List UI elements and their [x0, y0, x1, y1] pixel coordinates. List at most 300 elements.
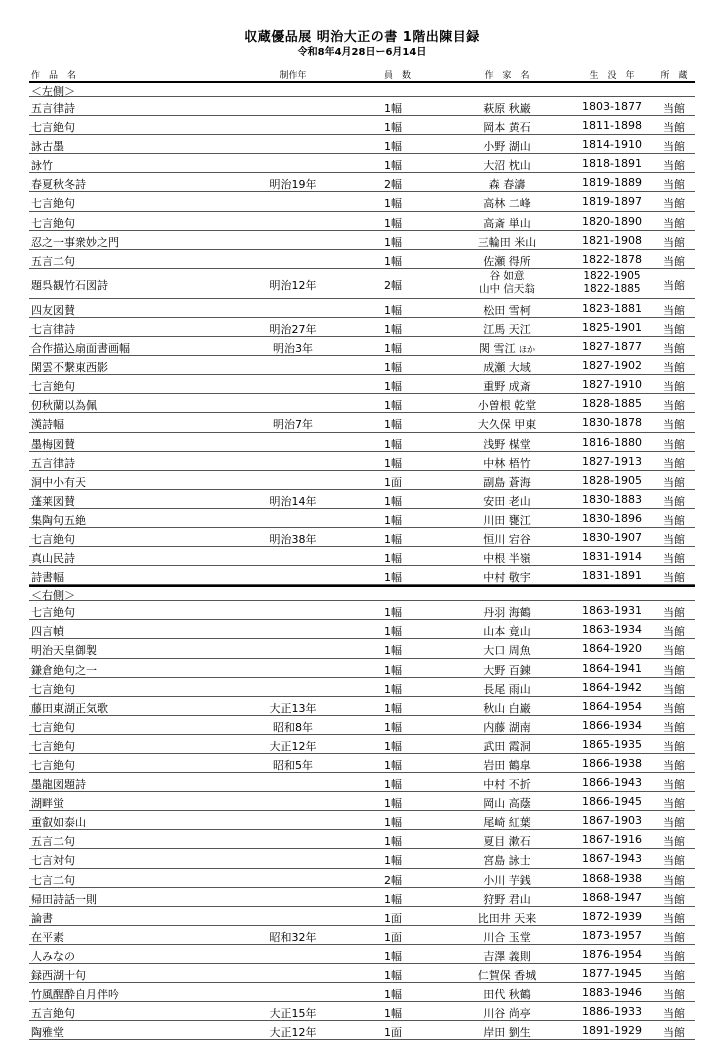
- life-years: 1867-1916: [582, 833, 642, 847]
- artist-name: 萩原 秋巌: [483, 102, 531, 115]
- life-years: 1864-1920: [582, 642, 642, 656]
- work-title: 陶雅堂: [31, 1026, 64, 1040]
- owner: 当館: [663, 322, 685, 336]
- artist-cell: [455, 321, 559, 337]
- table-row: [29, 154, 695, 173]
- table-row: [29, 773, 695, 792]
- life-years: 1863-1934: [582, 623, 642, 637]
- life-years: 1866-1945: [582, 795, 642, 809]
- quantity: 1面: [384, 930, 402, 944]
- table-body: [29, 83, 695, 1040]
- artist-cell: [455, 302, 559, 318]
- artist-name: 岡本 黄石: [483, 121, 531, 135]
- owner: 当館: [663, 399, 685, 413]
- quantity: 1幅: [384, 552, 402, 566]
- owner: 当館: [663, 456, 685, 470]
- table-row: [29, 433, 695, 452]
- production-year: 大正12年: [269, 739, 317, 753]
- header-artist: 作 家 名: [484, 71, 530, 81]
- table-row: [29, 830, 695, 849]
- owner: 当館: [663, 532, 685, 546]
- life-years: 1886-1933: [582, 1005, 642, 1019]
- quantity: 1幅: [384, 739, 402, 753]
- table-row: [29, 907, 695, 926]
- table-row: [29, 116, 695, 135]
- work-title: 五言律詩: [31, 102, 75, 115]
- table-row: [29, 888, 695, 907]
- life-years: 1830-1907: [582, 530, 642, 544]
- owner: 当館: [663, 625, 685, 639]
- artist-name: 江馬 天江: [483, 322, 531, 336]
- owner: 当館: [663, 216, 685, 230]
- life-years: 1828-1905: [582, 473, 642, 487]
- artist-cell: [455, 550, 559, 566]
- life-years: 1827-1877: [582, 340, 642, 354]
- production-year: 昭和32年: [269, 930, 317, 944]
- life-years: 1872-1939: [582, 909, 642, 923]
- work-title: 七言絶句: [31, 606, 75, 620]
- production-year: 明治14年: [269, 494, 317, 508]
- artist-name: 中村 敬宇: [483, 571, 531, 585]
- life-years: 1867-1903: [582, 814, 642, 828]
- table-row: [29, 356, 695, 375]
- work-title: 五言絶句: [31, 1007, 75, 1021]
- production-year: 大正12年: [269, 1026, 317, 1040]
- quantity: 1幅: [384, 303, 402, 317]
- owner: 当館: [663, 361, 685, 375]
- owner: 当館: [663, 701, 685, 715]
- work-title: 七言律詩: [31, 322, 75, 336]
- artist-name: 川田 甕江: [483, 513, 531, 527]
- life-years-value: 1822-1885: [583, 282, 641, 295]
- exhibition-period: 令和8年4月28日ー6月14日: [297, 47, 427, 58]
- quantity: 1幅: [384, 254, 402, 268]
- quantity: 1幅: [384, 342, 402, 356]
- header-quantity: 員 数: [384, 71, 412, 81]
- artist-cell: [455, 234, 559, 250]
- work-title: 合作描込扇面書画幅: [31, 342, 130, 356]
- quantity: 1幅: [384, 644, 402, 658]
- life-years: 1822-1878: [582, 252, 642, 266]
- quantity: 1面: [384, 911, 402, 925]
- artist-cell: [455, 416, 559, 432]
- quantity: 1面: [384, 475, 402, 489]
- quantity: 1幅: [384, 854, 402, 868]
- owner: 当館: [663, 140, 685, 154]
- life-years: 1867-1943: [582, 852, 642, 866]
- owner: 当館: [663, 873, 685, 887]
- table-row: [29, 250, 695, 269]
- life-years: 1818-1891: [582, 157, 642, 171]
- section-label: ＜右側＞: [31, 589, 75, 603]
- quantity: 1幅: [384, 663, 402, 677]
- table-row: [29, 926, 695, 945]
- artist-cell: [455, 681, 559, 697]
- section-header: [29, 83, 695, 97]
- owner: 当館: [663, 418, 685, 432]
- header-owner: 所 蔵: [660, 71, 688, 81]
- artist-name: 三輪田 米山: [477, 235, 537, 249]
- production-year: 明治19年: [269, 178, 317, 192]
- quantity: 1幅: [384, 456, 402, 470]
- work-title: 四言幀: [31, 625, 64, 639]
- life-years: 1865-1935: [582, 737, 642, 751]
- work-title: 題呉観竹石図詩: [31, 278, 108, 292]
- owner: 当館: [663, 949, 685, 963]
- work-title: 人みなの: [31, 949, 75, 963]
- artist-cell: [455, 215, 559, 231]
- artist-name: 小野 湖山: [483, 140, 531, 154]
- artist-cell: [455, 512, 559, 528]
- document-title: 収蔵優品展 明治大正の書 1階出陳目録: [244, 30, 480, 45]
- work-title: 在平素: [31, 930, 64, 944]
- table-row: [29, 173, 695, 192]
- artist-name: 中根 半嶺: [483, 552, 531, 566]
- work-title: 七言対句: [31, 854, 75, 868]
- quantity: 1幅: [384, 235, 402, 249]
- work-title: 蓬莱図賛: [31, 494, 75, 508]
- quantity: 1幅: [384, 1007, 402, 1021]
- artist-name: 岩田 鶴皐: [483, 759, 531, 772]
- production-year: 明治27年: [269, 322, 317, 336]
- owner: 当館: [663, 235, 685, 249]
- quantity: 1幅: [384, 494, 402, 508]
- owner: 当館: [663, 720, 685, 734]
- artist-name: 小曽根 乾堂: [477, 399, 537, 413]
- work-title: 詠古墨: [31, 140, 64, 154]
- owner: 当館: [663, 380, 685, 394]
- table-row: [29, 697, 695, 716]
- owner: 当館: [663, 102, 685, 115]
- work-title: 七言絶句: [31, 532, 75, 546]
- work-title: 五言律詩: [31, 456, 75, 470]
- work-title: 竹風醒酔自月伴吟: [31, 988, 119, 1002]
- life-years: 1873-1957: [582, 928, 642, 942]
- quantity: 1幅: [384, 969, 402, 983]
- life-years: 1877-1945: [582, 967, 642, 981]
- artist-name: 山中 信天翁: [479, 282, 535, 295]
- production-year: 明治38年: [269, 532, 317, 546]
- artist-name: 浅野 楳堂: [483, 437, 531, 451]
- quantity: 1幅: [384, 759, 402, 772]
- production-year: 大正15年: [269, 1007, 317, 1021]
- work-title: 帰田詩話一則: [31, 892, 97, 906]
- work-title: 七言絶句: [31, 682, 75, 696]
- owner: 当館: [663, 513, 685, 527]
- header-year: 制作年: [279, 71, 307, 81]
- quantity: 2幅: [384, 873, 402, 887]
- life-years: 1868-1938: [582, 871, 642, 885]
- life-years: 1819-1889: [582, 176, 642, 190]
- work-title: 重叡如泰山: [31, 816, 86, 830]
- quantity: 1幅: [384, 720, 402, 734]
- table-row: [29, 1002, 695, 1021]
- work-title: 七言絶句: [31, 759, 75, 772]
- artist-cell: [455, 719, 559, 735]
- life-years: 1820-1890: [582, 214, 642, 228]
- life-years-value: 1822-1905: [583, 269, 641, 282]
- quantity: 1幅: [384, 949, 402, 963]
- owner: 当館: [663, 178, 685, 192]
- table-row: [29, 375, 695, 394]
- life-years: 1825-1901: [582, 320, 642, 334]
- artist-cell: [455, 455, 559, 471]
- artist-cell: [455, 1005, 559, 1021]
- life-years: 1827-1913: [582, 454, 642, 468]
- owner: 当館: [663, 254, 685, 268]
- work-title: 七言絶句: [31, 380, 75, 394]
- artist-cell: [455, 340, 559, 356]
- work-title: 論書: [31, 911, 53, 925]
- work-title: 集陶句五絶: [31, 513, 86, 527]
- owner: 当館: [663, 159, 685, 173]
- artist-name: 山本 竟山: [483, 625, 531, 639]
- artist-name: 高斎 単山: [483, 216, 531, 230]
- production-year: 大正13年: [269, 701, 317, 715]
- artist-names: [455, 270, 559, 296]
- owner: 当館: [663, 816, 685, 830]
- artist-cell: [455, 776, 559, 792]
- table-row: [29, 639, 695, 658]
- life-years: 1811-1898: [582, 119, 642, 133]
- artist-name: 岡山 高蔭: [483, 797, 531, 811]
- artist-name: 成瀬 大域: [483, 361, 531, 375]
- header-life-years: 生 没 年: [589, 71, 635, 81]
- work-title: 湖畔蛍: [31, 797, 64, 811]
- owner: 当館: [663, 571, 685, 585]
- table-row: [29, 337, 695, 356]
- table-row: [29, 754, 695, 773]
- artist-cell: [455, 852, 559, 868]
- work-title: 閑雲不繋東西影: [31, 361, 108, 375]
- production-year: 明治7年: [273, 418, 313, 432]
- table-row: [29, 620, 695, 639]
- artist-name: 宮島 詠士: [483, 854, 531, 868]
- quantity: 1幅: [384, 216, 402, 230]
- quantity: 1幅: [384, 892, 402, 906]
- work-title: 五言二句: [31, 835, 75, 849]
- quantity: 2幅: [384, 278, 402, 292]
- work-title: 藤田東湖正気歌: [31, 701, 108, 715]
- artist-cell: [455, 378, 559, 394]
- artist-cell: [455, 662, 559, 678]
- table-row: [29, 452, 695, 471]
- artist-cell: [455, 397, 559, 413]
- quantity: 1幅: [384, 682, 402, 696]
- life-years: 1830-1878: [582, 416, 642, 430]
- artist-cell: [455, 1024, 559, 1040]
- artist-name: 岸田 劉生: [483, 1026, 531, 1040]
- artist-name: 川合 玉堂: [483, 930, 531, 944]
- artist-name: 吉澤 義則: [483, 949, 531, 963]
- table-row: [29, 945, 695, 964]
- owner: 当館: [663, 303, 685, 317]
- artist-name: 森 春濤: [488, 178, 526, 192]
- quantity: 1幅: [384, 159, 402, 173]
- artist-cell: [455, 642, 559, 658]
- table-row: [29, 509, 695, 528]
- artist-cell: [455, 604, 559, 620]
- life-years: 1803-1877: [582, 100, 642, 113]
- owner: 当館: [663, 739, 685, 753]
- artist-name: 夏目 漱石: [483, 835, 531, 849]
- artist-cell: [455, 986, 559, 1002]
- table-row: [29, 735, 695, 754]
- life-years: 1883-1946: [582, 986, 642, 1000]
- work-title: 録西湖十句: [31, 969, 86, 983]
- life-years: 1864-1954: [582, 699, 642, 713]
- artist-name: 小川 芋銭: [483, 873, 531, 887]
- work-title: 仞秋蘭以為佩: [31, 399, 97, 413]
- owner: 当館: [663, 778, 685, 792]
- life-years: [567, 270, 657, 296]
- table-row: [29, 983, 695, 1002]
- work-title: 墨梅図賛: [31, 437, 75, 451]
- artist-name: 佐瀬 得所: [483, 254, 531, 268]
- work-title: 七言絶句: [31, 197, 75, 211]
- production-year: 昭和8年: [273, 720, 313, 734]
- artist-name: 大沼 枕山: [483, 159, 531, 173]
- artist-cell: [455, 253, 559, 269]
- work-title: 七言絶句: [31, 720, 75, 734]
- artist-cell: [455, 138, 559, 154]
- artist-cell: [455, 436, 559, 452]
- artist-name: 松田 雪柯: [483, 303, 531, 317]
- quantity: 1幅: [384, 197, 402, 211]
- work-title: 鎌倉絶句之一: [31, 663, 97, 677]
- quantity: 1幅: [384, 778, 402, 792]
- owner: 当館: [663, 911, 685, 925]
- life-years: 1864-1941: [582, 661, 642, 675]
- owner: 当館: [663, 121, 685, 135]
- owner: 当館: [663, 854, 685, 868]
- owner: 当館: [663, 682, 685, 696]
- owner: 当館: [663, 342, 685, 356]
- artist-name: 安田 老山: [483, 494, 531, 508]
- owner: 当館: [663, 494, 685, 508]
- work-title: 七言二句: [31, 873, 75, 887]
- life-years: 1864-1942: [582, 680, 642, 694]
- work-title: 五言二句: [31, 254, 75, 268]
- table-row: [29, 678, 695, 697]
- work-title: 真山民詩: [31, 552, 75, 566]
- quantity: 1幅: [384, 418, 402, 432]
- artist-name: 中林 梧竹: [483, 456, 531, 470]
- work-title: 明治天皇御製: [31, 644, 97, 658]
- artist-cell: [455, 700, 559, 716]
- life-years: 1827-1910: [582, 378, 642, 392]
- artist-name: 長尾 雨山: [483, 682, 531, 696]
- table-row: [29, 869, 695, 888]
- quantity: 1幅: [384, 625, 402, 639]
- artist-cell: [455, 569, 559, 585]
- artist-cell: [455, 119, 559, 135]
- quantity: 1幅: [384, 399, 402, 413]
- table-row: [29, 135, 695, 154]
- owner: 当館: [663, 475, 685, 489]
- life-years: 1891-1929: [582, 1024, 642, 1038]
- artist-cell: [455, 738, 559, 754]
- production-year: 明治12年: [269, 278, 317, 292]
- table-row: [29, 792, 695, 811]
- work-title: 墨龍図題詩: [31, 778, 86, 792]
- artist-name: 関 雪江: [479, 342, 516, 356]
- artist-cell: [455, 929, 559, 945]
- artist-cell: [455, 795, 559, 811]
- artist-cell: [455, 474, 559, 490]
- owner: 当館: [663, 552, 685, 566]
- artist-name: 大口 周魚: [483, 644, 531, 658]
- section-label: ＜左側＞: [31, 85, 75, 98]
- quantity: 1幅: [384, 102, 402, 115]
- life-years: 1866-1943: [582, 776, 642, 790]
- artist-cell: [455, 967, 559, 983]
- owner: 当館: [663, 892, 685, 906]
- work-title: 七言絶句: [31, 121, 75, 135]
- exhibit-list-table: [29, 66, 695, 1040]
- table-row: [29, 471, 695, 490]
- owner: 当館: [663, 930, 685, 944]
- work-title: 七言絶句: [31, 739, 75, 753]
- artist-cell: [455, 493, 559, 509]
- table-row: [29, 97, 695, 116]
- owner: 当館: [663, 969, 685, 983]
- quantity: 1幅: [384, 322, 402, 336]
- artist-cell: [455, 195, 559, 211]
- artist-name: 秋山 白巌: [483, 701, 531, 715]
- life-years: 1821-1908: [582, 233, 642, 247]
- quantity: 1幅: [384, 606, 402, 620]
- life-years: 1876-1954: [582, 947, 642, 961]
- work-title: 忍之一事衆妙之門: [31, 235, 119, 249]
- owner: 当館: [663, 988, 685, 1002]
- owner: 当館: [663, 663, 685, 677]
- table-row: [29, 811, 695, 830]
- quantity: 1幅: [384, 532, 402, 546]
- life-years: 1868-1947: [582, 890, 642, 904]
- work-title: 詠竹: [31, 159, 53, 173]
- life-years: 1814-1910: [582, 138, 642, 152]
- life-years: 1866-1938: [582, 757, 642, 770]
- life-years: 1831-1914: [582, 550, 642, 564]
- life-years: 1831-1891: [582, 569, 642, 583]
- artist-name: 恒川 宕谷: [483, 532, 531, 546]
- quantity: 1幅: [384, 437, 402, 451]
- artist-cell: [455, 359, 559, 375]
- artist-name: 内藤 湖南: [483, 720, 531, 734]
- table-row: [29, 601, 695, 620]
- artist-cell: [455, 948, 559, 964]
- life-years: 1828-1885: [582, 397, 642, 411]
- work-title: 詩書幅: [31, 571, 64, 585]
- quantity: 1幅: [384, 797, 402, 811]
- table-row: [29, 490, 695, 509]
- artist-cell: [455, 891, 559, 907]
- life-years: 1816-1880: [582, 435, 642, 449]
- quantity: 1幅: [384, 140, 402, 154]
- quantity: 1幅: [384, 121, 402, 135]
- artist-name: 谷 如意: [489, 269, 525, 282]
- artist-name: 田代 秋鶴: [483, 988, 531, 1002]
- artist-cell: [455, 157, 559, 173]
- table-header: [29, 66, 695, 83]
- owner: 当館: [663, 1026, 685, 1040]
- table-row: [29, 964, 695, 983]
- artist-name: 尾崎 紅葉: [483, 816, 531, 830]
- table-row: [29, 716, 695, 735]
- artist-name: 川谷 尚亭: [483, 1007, 531, 1021]
- quantity: 1幅: [384, 988, 402, 1002]
